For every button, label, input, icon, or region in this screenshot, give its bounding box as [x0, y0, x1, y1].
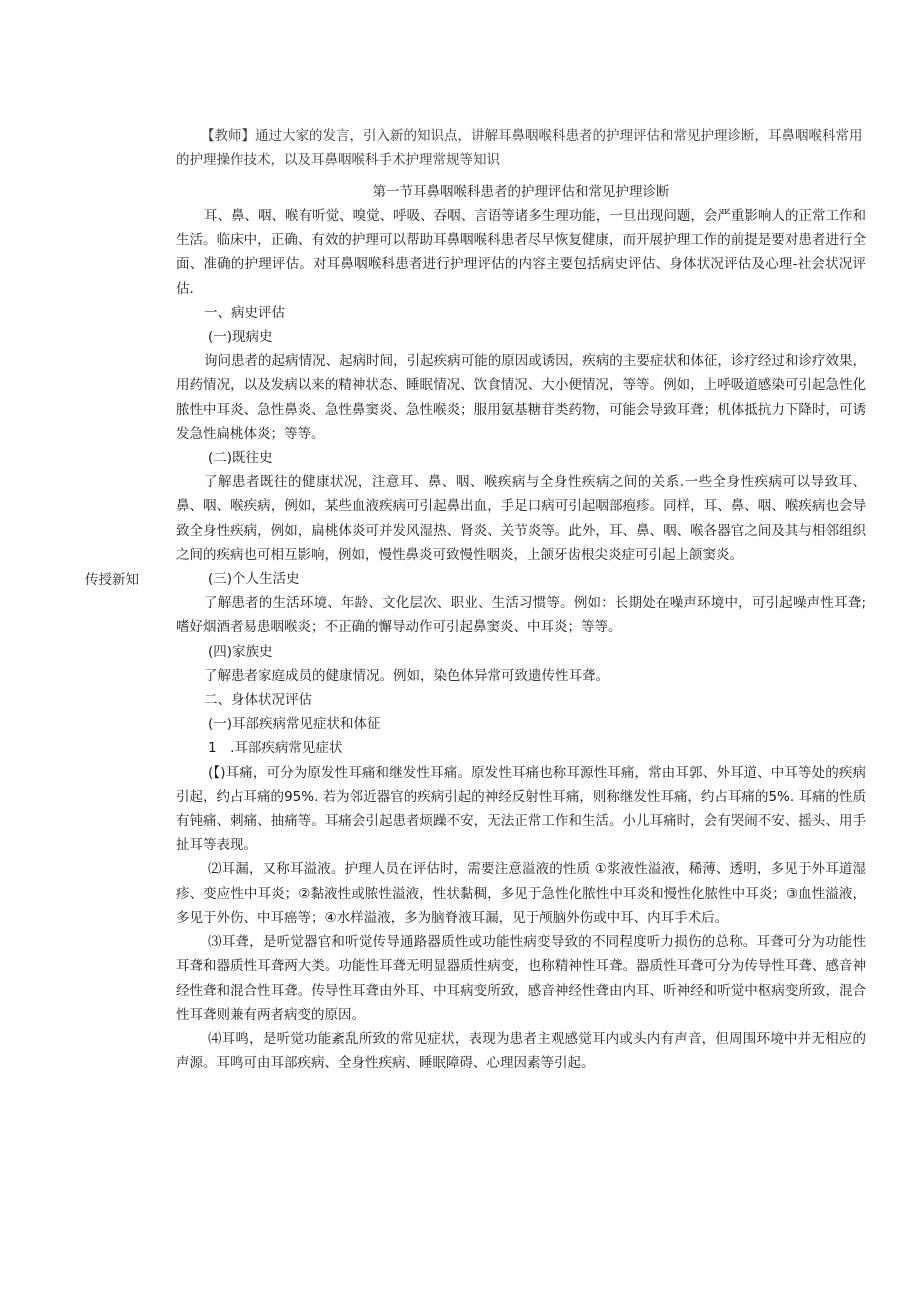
- teacher-intro: 【教师】通过大家的发言，引入新的知识点，讲解耳鼻咽喉科患者的护理评估和常见护理诊断，耳鼻咽喉科常用的护理操作技术，以及耳鼻咽喉科手术护理常规等知识: [176, 128, 863, 168]
- main-content: [176, 204, 866, 1075]
- family-history-paragraph: 了解患者家庭成员的健康情况。例如，染色体异常可致遗传性耳聋。: [204, 667, 609, 684]
- heading-past-history: (二)既往史: [208, 450, 273, 467]
- sidebar-label: 传授新知: [85, 572, 139, 588]
- heading-ear-symptoms: 1 .耳部疾病常见症状: [208, 740, 343, 757]
- heading-personal-history: (三)个人生活史: [208, 571, 300, 588]
- heading-history: 一、病史评估: [204, 304, 285, 321]
- heading-family-history: (四)家族史: [208, 643, 273, 660]
- item-ear-pain: (【)耳痛，可分为原发性耳痛和继发性耳痛。原发性耳痛也称耳源性耳痛，常由耳郭、外耳道、中耳等处的疾病引起，约占耳痛的95%. 若为邻近器官的疾病引起的神经反射性耳痛，则称继发性耳痛，约占耳痛的5%. 耳痛的性质有钝痛、刺痛、抽痛等。耳痛会引起患者烦躁不安，无法正常工作和生活。小儿耳痛时，会有哭闹不安、摇头、用手扯耳等表现。: [176, 764, 866, 854]
- heading-ear-signs: (一)耳部疾病常见症状和体征: [208, 716, 381, 733]
- personal-history-paragraph: 了解患者的生活环境、年龄、文化层次、职业、生活习惯等。例如：长期处在噪声环境中，可引起噪声性耳聋;嗜好烟酒者易患咽喉炎；不正确的懈导动作可引起鼻窦炎、中耳炎；等等。: [176, 595, 866, 636]
- past-history-paragraph: 了解患者既往的健康状况，注意耳、鼻、咽、喉疾病与全身性疾病之间的关系.一些全身性疾病可以导致耳、鼻、咽、喉疾病，例如，某些血液疾病可引起鼻出血，手足口病可引起咽部疱疹。同样，耳、鼻、咽、喉疾病也会导致全身性疾病，例如，扁桃体炎可并发风湿热、肾炎、关节炎等。此外，耳、鼻、咽、喉各器官之间及其与相邻组织之间的疾病也可相互影响，例如，慢性鼻炎可致慢性咽炎，上颌牙齿根尖炎症可引起上颌窦炎。: [176, 474, 866, 563]
- present-history-paragraph: 询问患者的起病情况、起病时间，引起疾病可能的原因或诱因，疾病的主要症状和体征，诊疗经过和诊疗效果，用药情况，以及发病以来的精神状态、睡眠情况、饮食情况、大小便情况，等等。例如，上呼吸道感染可引起急性化脓性中耳炎、急性鼻炎、急性鼻窦炎、急性喉炎；服用氨基糖苷类药物，可能会导致耳聋；机体抵抗力下降时，可诱发急性扁桃体炎；等等。: [176, 353, 866, 442]
- section-title: 第一节耳鼻咽喉科患者的护理评估和常见护理诊断: [372, 184, 670, 200]
- item-deafness: ⑶耳聋，是听觉器官和听觉传导通路器质性或功能性病变导致的不同程度听力损伤的总称。耳聋可分为功能性耳聋和器质性耳聋两大类。功能性耳聋无明显器质性病变，也称精神性耳聋。器质性耳聋可分为传导性耳聋、感音神经性聋和混合性耳聋。传导性耳聋由外耳、中耳病变所致，感音神经性聋由内耳、听神经和听觉中枢病变所致，混合性耳聋则兼有两者病变的原因。: [176, 934, 866, 1023]
- heading-present-history: (一)现病史: [208, 329, 273, 346]
- item-tinnitus: ⑷耳鸣，是听觉功能紊乱所致的常见症状，表现为患者主观感觉耳内或头内有声音，但周围环境中并无相应的声源。耳鸣可由耳部疾病、全身性疾病、睡眠障碍、心理因素等引起。: [176, 1030, 866, 1072]
- intro-paragraph: 耳、鼻、咽、喉有听觉、嗅觉、呼吸、吞咽、言语等诸多生理功能，一旦出现问题，会严重影响人的正常工作和生活。临床中，正确、有效的护理可以帮助耳鼻咽喉科患者尽早恢复健康，而开展护理工作的前提是要对患者进行全面、准确的护理评估。对耳鼻咽喉科患者进行护理评估的内容主要包括病史评估、身体状况评估及心理-社会状况评估.: [176, 208, 866, 297]
- heading-physical-assessment: 二、身体状况评估: [204, 692, 312, 709]
- item-otorrhea: ⑵耳漏，又称耳溢液。护理人员在评估时，需要注意溢液的性质 ①浆液性溢液，稀薄、透明，多见于外耳道湿疹、变应性中耳炎；②黏液性或脓性溢液，性状黏稠，多见于急性化脓性中耳炎和慢性化脓性中耳炎；③血性溢液，多见于外伤、中耳癌等；④水样溢液，多为脑脊液耳漏，见于颅脑外伤或中耳、内耳手术后。: [176, 861, 866, 926]
